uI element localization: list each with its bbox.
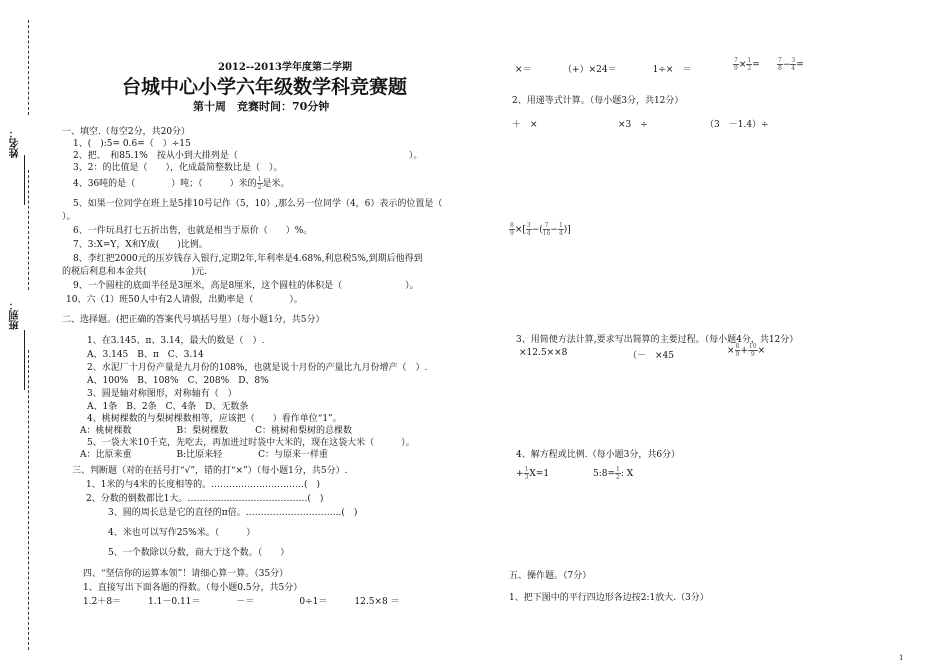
sec2-q3-options: A、1条 B、2条 C、4条 D、无数条 bbox=[87, 402, 249, 412]
sec2-q2-options: A、100% B、108% C、208% D、8% bbox=[87, 376, 269, 386]
sec1-q10: 10、六（1）班50人中有2人请假，出勤率是（ ）。 bbox=[66, 295, 303, 305]
header-year: 2012--2013学年度第二学期 bbox=[218, 62, 352, 73]
sec2-q5-options: A：比原来重 B:比原来轻 C：与原来一样重 bbox=[80, 450, 329, 460]
sec3-q1: 1、1米的与4米的长度相等的。………………………….( ) bbox=[86, 480, 321, 490]
sec1-q4 bbox=[73, 176, 290, 191]
sec4-expr2: ×3 ÷ bbox=[618, 120, 648, 130]
sec5-heading: 五、操作题。（7分） bbox=[509, 571, 592, 581]
sec2-q5: 5、一袋大米10千克，先吃去，再加进过时袋中大米的，现在这袋大米（ ）。 bbox=[87, 438, 415, 448]
sec4-sub1: 1、直接写出下面各题的得数。（每小题0.5分，共5分） bbox=[83, 583, 303, 593]
sec1-q1: 1、( ):5= 0.6=（ ）÷15 bbox=[73, 139, 191, 149]
sec4-sub3: 3、用简便方法计算,要求写出简算的主要过程。（每小题4分，共12分） bbox=[516, 335, 799, 345]
sec4-equation1: + $\frac{1}{3}$ X=1 bbox=[516, 466, 550, 481]
sec1-q5-end: ）。 bbox=[62, 212, 76, 222]
sec2-q3: 3、圆是轴对称图形，对称轴有（ ） bbox=[87, 389, 237, 399]
header-week-time: 第十周 竞赛时间：70分钟 bbox=[193, 100, 330, 113]
sec4-sub2: 2、用递等式计算。（每小题3分，共12分） bbox=[512, 96, 684, 106]
sec1-q9: 9、一个圆柱的底面半径是3厘米，高是8厘米，这个圆柱的体积是（ ）。 bbox=[73, 281, 419, 291]
sec3-q4: 4、米也可以写作25%米。（ ） bbox=[108, 528, 256, 538]
sec2-q4-options: A：桃树棵数 B：梨树棵数 C：桃树和梨树的总棵数 bbox=[80, 426, 353, 436]
sec4-calc-row2: ×＝ （+）×24＝ 1÷× ＝ bbox=[515, 65, 692, 75]
sec1-q2: 2、把、 和85.1% 按从小到大排列是（ ）。 bbox=[73, 151, 423, 161]
sec3-heading: 三、判断题（对的在括号打“√”，错的打“×”）（每小题1分，共5分）. bbox=[72, 466, 348, 476]
calc-fraction-product: $\frac{7}{9}$ × $\frac{1}{2}$ = bbox=[734, 57, 760, 72]
sec1-q4-text-b: 是米。 bbox=[262, 179, 290, 189]
sec2-q4: 4、桃树棵数的与梨树棵数相等，应该把（ ）看作单位“1”。 bbox=[87, 414, 342, 424]
sec1-q3: 3、2：的比值是（ ），化成最简整数比是（ ）。 bbox=[73, 163, 283, 173]
sec5-q1: 1、把下图中的平行四边形各边按2:1放大.（3分） bbox=[509, 593, 709, 603]
page-title: 台城中心小学六年级数学科竞赛题 bbox=[122, 76, 408, 98]
sec4-simplify3: × $\frac{8}{9}$ + $\frac{10}{9}$ × bbox=[727, 343, 766, 358]
sec3-q3: 3、圆的周长总是它的直径的π倍。…………………………..( ) bbox=[108, 508, 358, 518]
sec4-expr4: $\frac{8}{9}$ ×[ $\frac{3}{4}$ −( $\frac{7}{16}$ − $\frac{1}{4}$ )] bbox=[510, 222, 571, 237]
binding-line-bottom bbox=[28, 350, 29, 650]
sec2-heading: 二、选择题。(把正确的答案代号填括号里）（每小题1分，共5分） bbox=[62, 315, 325, 325]
sec2-q1-options: A、3.145 B、π C、3.14 bbox=[87, 350, 204, 360]
sec3-q5: 5、一个数除以分数，商大于这个数。（ ） bbox=[108, 548, 290, 558]
binding-line-mid bbox=[28, 170, 29, 290]
sec3-q2: 2、分数的倒数都比1大。………………………………….( ) bbox=[86, 494, 324, 504]
name-blank[interactable] bbox=[24, 155, 25, 205]
equation2-text: 5:8= bbox=[593, 469, 616, 479]
sec4-calc-row1: 1.2＋8＝ 1.1－0.11＝ －＝ 0÷1＝ 12.5×8 ＝ bbox=[83, 597, 400, 607]
class-blank[interactable] bbox=[24, 330, 25, 390]
sec1-q8-cont: 的税后利息和本金共( )元. bbox=[62, 267, 207, 277]
sec1-q6: 6、一件玩具打七五折出售，也就是相当于原价（ ）%。 bbox=[73, 226, 313, 236]
sec2-q2: 2、水泥厂十月份产量是九月份的108%，也就是说十月份的产量比九月份增产（ ）. bbox=[87, 363, 428, 373]
sec4-sub4: 4、解方程或比例.（每小题3分，共6分） bbox=[516, 450, 681, 460]
calc-fraction-difference: $\frac{7}{8}$ − $\frac{3}{4}$ = bbox=[778, 57, 804, 72]
equation2-tail: : X bbox=[620, 469, 634, 479]
sec4-equation2: 5:8= $\frac{1}{2}$ : X bbox=[593, 466, 634, 481]
sec4-heading: 四、“坚信你的运算本领”！请细心算一算。（35分） bbox=[83, 569, 289, 579]
sec4-expr1: ＋ × bbox=[512, 120, 538, 130]
sec4-simplify1: ×12.5××8 bbox=[519, 348, 568, 358]
fraction-one-half: $\frac{1}{2}$ bbox=[257, 176, 262, 191]
sec1-q7: 7、3:X=Y，X和Y成( )比例。 bbox=[73, 240, 208, 250]
class-label: 班别： bbox=[10, 300, 21, 330]
sec4-expr3: （3 －1.4）÷ bbox=[705, 120, 769, 130]
name-label: 姓名： bbox=[10, 128, 21, 158]
page-number: 1 bbox=[899, 654, 904, 662]
equation1-text: X=1 bbox=[529, 469, 550, 479]
sec1-q8: 8、李红把2000元的压岁钱存入银行,定期2年,年利率是4.68%,利息税5%,到期后他得到 bbox=[73, 254, 423, 264]
sec1-heading: 一、填空.（每空2分，共20分） bbox=[62, 127, 191, 137]
binding-line-top bbox=[28, 20, 29, 115]
sec1-q4-text-a: 4、36吨的是（ ）吨；（ ）米的 bbox=[73, 179, 257, 189]
sec4-simplify2: （－ ×45 bbox=[628, 351, 674, 361]
sec1-q5: 5、如果一位同学在班上是5排10号记作（5，10）,那么另一位同学（4，6）表示的位置是（ bbox=[73, 199, 443, 209]
sec2-q1: 1、在3.145、π、3.14，最大的数是（ ）. bbox=[87, 336, 265, 346]
